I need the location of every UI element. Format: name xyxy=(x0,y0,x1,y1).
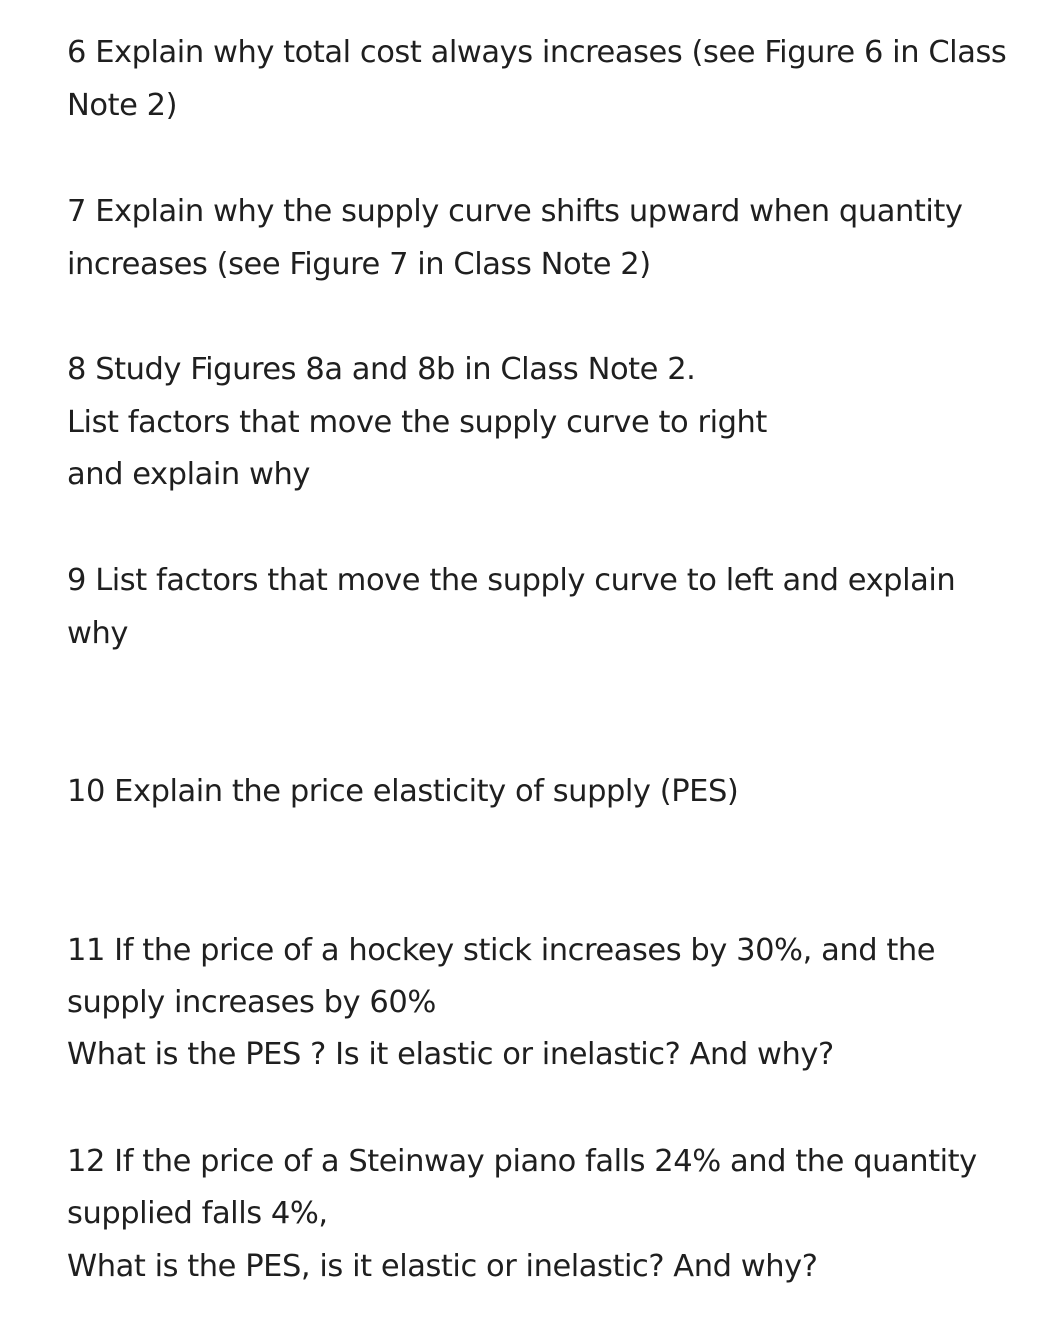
question-12-line-3: What is the PES, is it elastic or inelastic? And why? xyxy=(67,1249,818,1284)
question-9-line-2: why xyxy=(67,616,128,651)
question-8-line-1: 8 Study Figures 8a and 8b in Class Note 2. xyxy=(67,352,696,387)
question-7-line-1: 7 Explain why the supply curve shifts upward when quantity xyxy=(67,194,963,229)
question-6-line-2: Note 2) xyxy=(67,88,178,123)
question-8-line-2: List factors that move the supply curve to right xyxy=(67,405,767,440)
question-8-line-3: and explain why xyxy=(67,457,310,492)
question-11-line-1: 11 If the price of a hockey stick increases by 30%, and the xyxy=(67,933,936,968)
question-11-line-3: What is the PES ? Is it elastic or inelastic? And why? xyxy=(67,1037,834,1072)
question-7-line-2: increases (see Figure 7 in Class Note 2) xyxy=(67,247,651,282)
question-12-line-1: 12 If the price of a Steinway piano falls 24% and the quantity xyxy=(67,1144,977,1179)
question-11-line-2: supply increases by 60% xyxy=(67,985,436,1020)
question-9-line-1: 9 List factors that move the supply curve to left and explain xyxy=(67,563,956,598)
question-6-line-1: 6 Explain why total cost always increases (see Figure 6 in Class xyxy=(67,35,1007,70)
question-12-line-2: supplied falls 4%, xyxy=(67,1196,328,1231)
question-10-line-1: 10 Explain the price elasticity of supply (PES) xyxy=(67,774,739,809)
